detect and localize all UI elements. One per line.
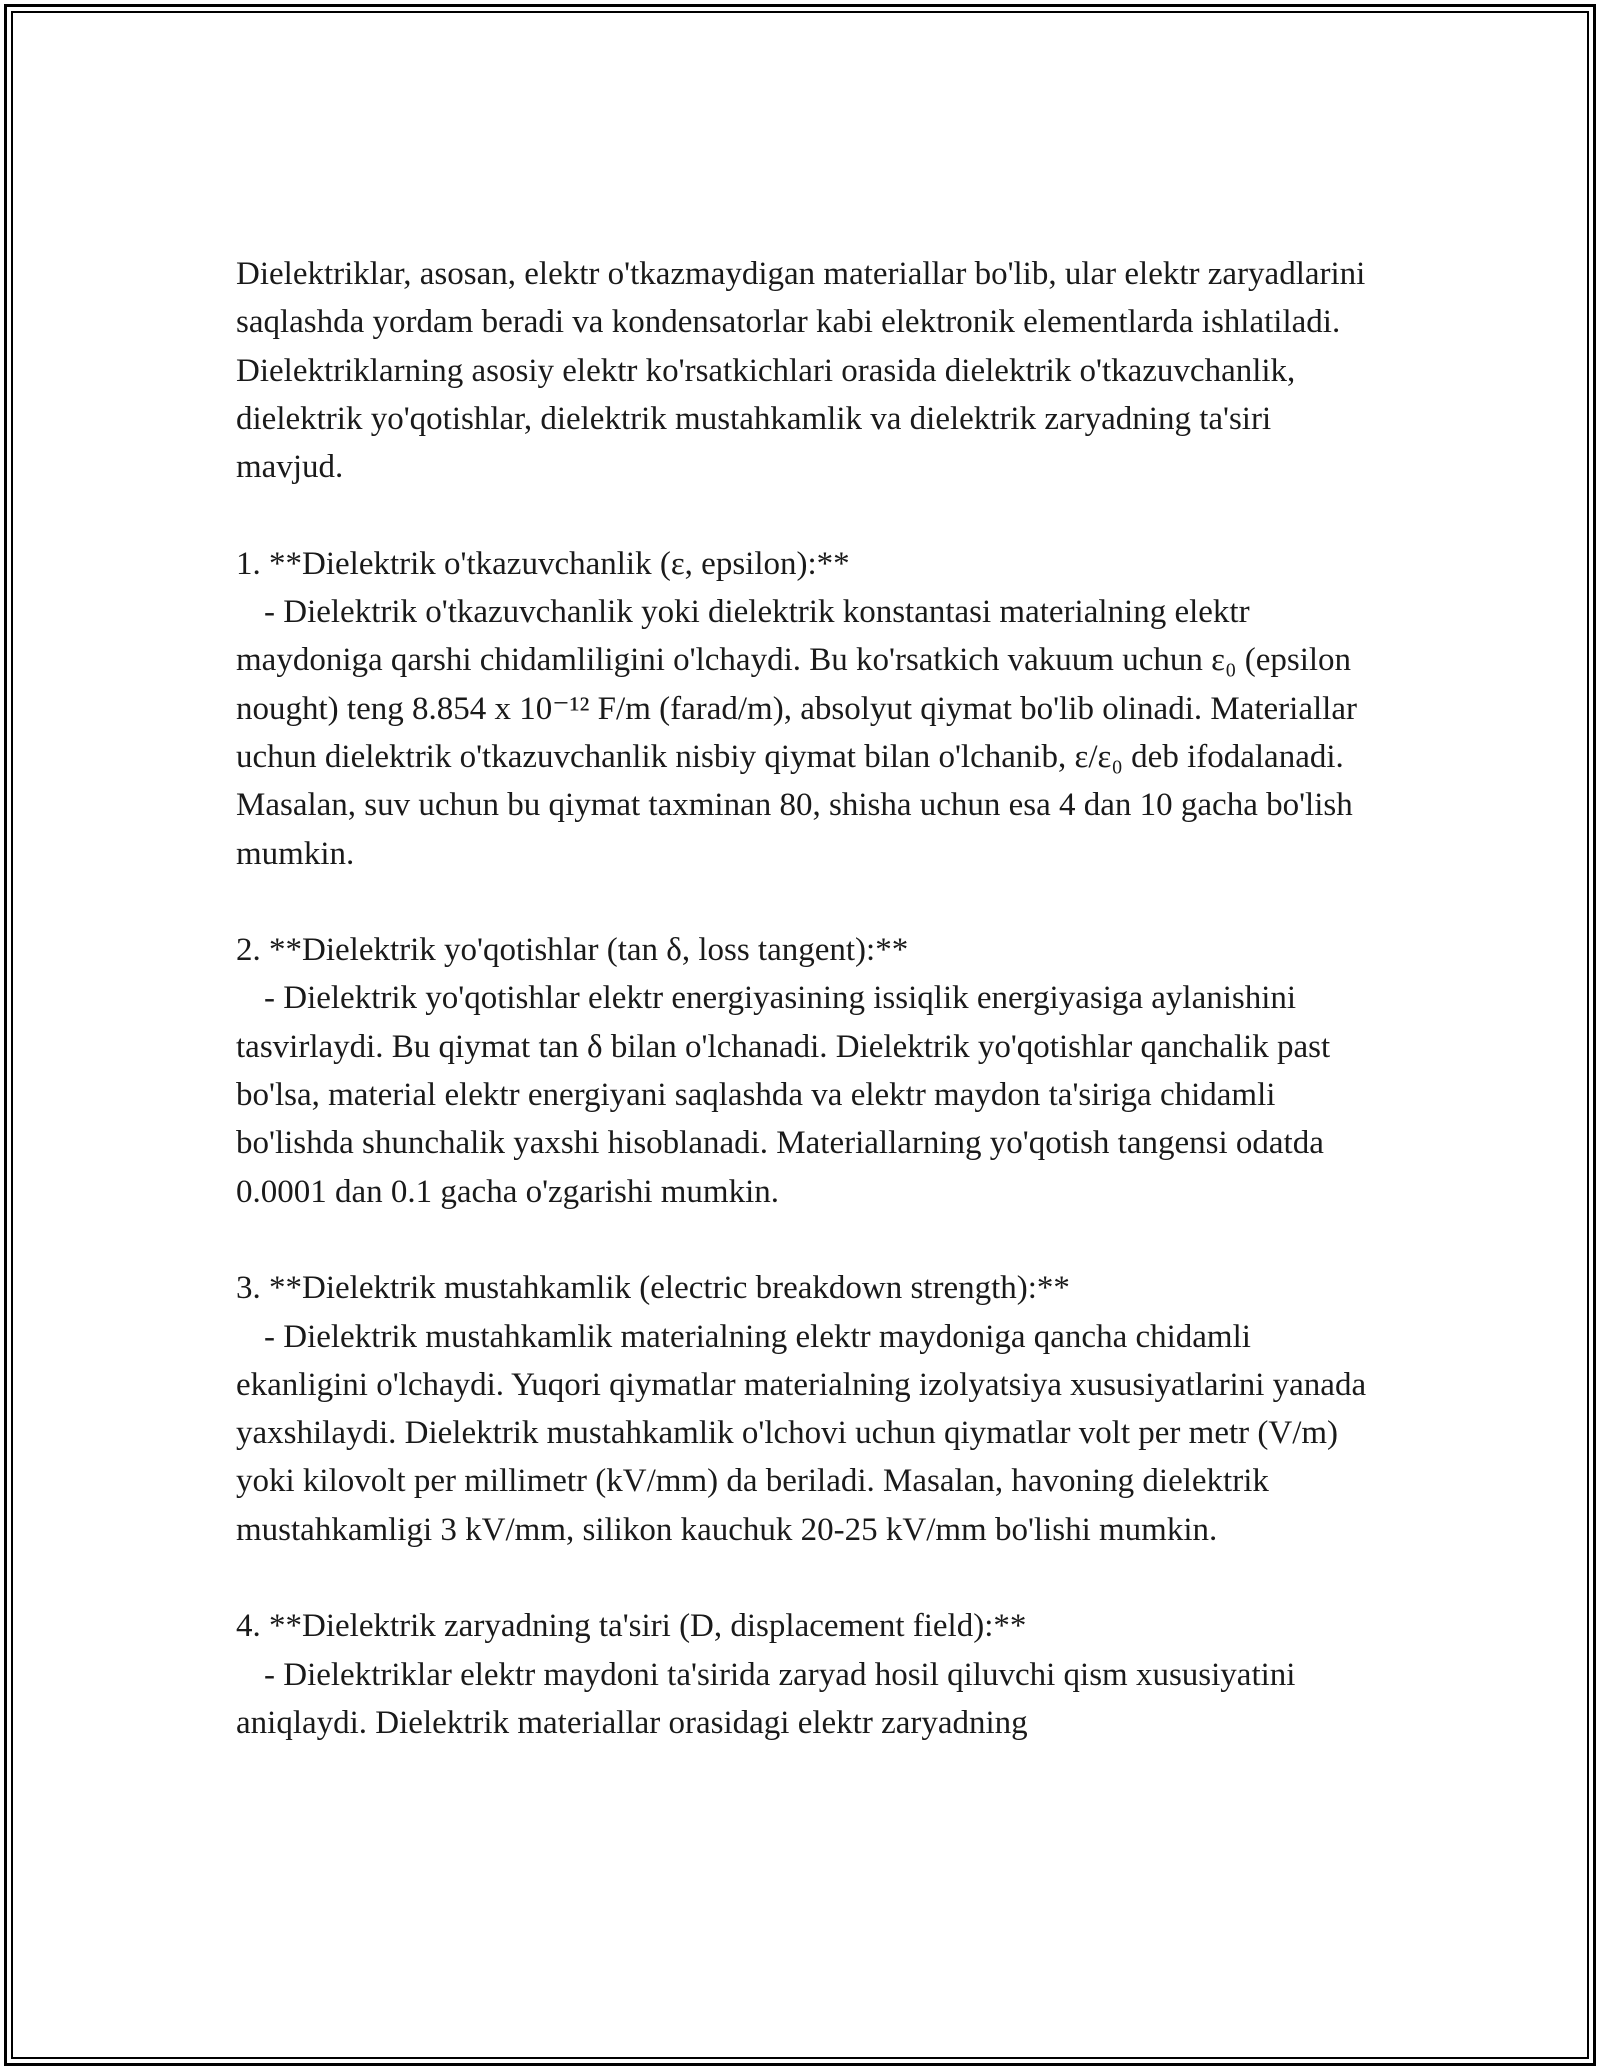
section-heading: 3. **Dielektrik mustahkamlik (electric breakdown strength):** [236,1270,1070,1307]
section-heading: 4. **Dielektrik zaryadning ta'siri (D, displacement field):** [236,1608,1027,1645]
section-body: - Dielektriklar elektr maydoni ta'sirida zaryad hosil qiluvchi qism xususiyatini aniqlaydi. Dielektrik materiallar orasidagi elektr zaryadning [236,1656,1296,1741]
section-breakdown-strength [236,1264,1376,1554]
section-permittivity [236,540,1376,878]
section-body: - Dielektrik o'tkazuvchanlik yoki dielektrik konstantasi materialning elektr maydoniga qarshi chidamliligini o'lchaydi. Bu ko'rsatkich vakuum uchun ε₀ (epsilon nought) teng 8.854 x 10⁻¹² F/m (farad/m), absolyut qiymat bo'lib olinadi. Materiallar uchun dielektrik o'tkazuvchanlik nisbiy qiymat bilan o'lchanib, ε/ε₀ deb ifodalanadi. Masalan, suv uchun bu qiymat taxminan 80, shisha uchun esa 4 dan 10 gacha bo'lish mumkin. [236,594,1357,872]
section-heading: 2. **Dielektrik yo'qotishlar (tan δ, loss tangent):** [236,932,909,969]
intro-paragraph: Dielektriklar, asosan, elektr o'tkazmaydigan materiallar bo'lib, ular elektr zaryadlarini saqlashda yordam beradi va kondensatorlar kabi elektronik elementlarda ishlatiladi. Dielektriklarning asosiy elektr ko'rsatkichlari orasida dielektrik o'tkazuvchanlik, dielektrik yo'qotishlar, dielektrik mustahkamlik va dielektrik zaryadning ta'siri mavjud. [236,256,1366,486]
section-heading: 1. **Dielektrik o'tkazuvchanlik (ε, epsilon):** [236,545,850,582]
section-dielectric-loss [236,926,1376,1216]
document-body [236,250,1376,1747]
section-body: - Dielektrik mustahkamlik materialning elektr maydoniga qancha chidamli ekanligini o'lchaydi. Yuqori qiymatlar materialning izolyatsiya xususiyatlarini yanada yaxshilaydi. Dielektrik mustahkamlik o'lchovi uchun qiymatlar volt per metr (V/m) yoki kilovolt per millimetr (kV/mm) da beriladi. Masalan, havoning dielektrik mustahkamligi 3 kV/mm, silikon kauchuk 20-25 kV/mm bo'lishi mumkin. [236,1318,1367,1548]
section-body: - Dielektrik yo'qotishlar elektr energiyasining issiqlik energiyasiga aylanishini tasvirlaydi. Bu qiymat tan δ bilan o'lchanadi. Dielektrik yo'qotishlar qanchalik past bo'lsa, material elektr energiyani saqlashda va elektr maydon ta'siriga chidamli bo'lishda shunchalik yaxshi hisoblanadi. Materiallarning yo'qotish tangensi odatda 0.0001 dan 0.1 gacha o'zgarishi mumkin. [236,980,1331,1210]
section-displacement-field [236,1602,1376,1747]
